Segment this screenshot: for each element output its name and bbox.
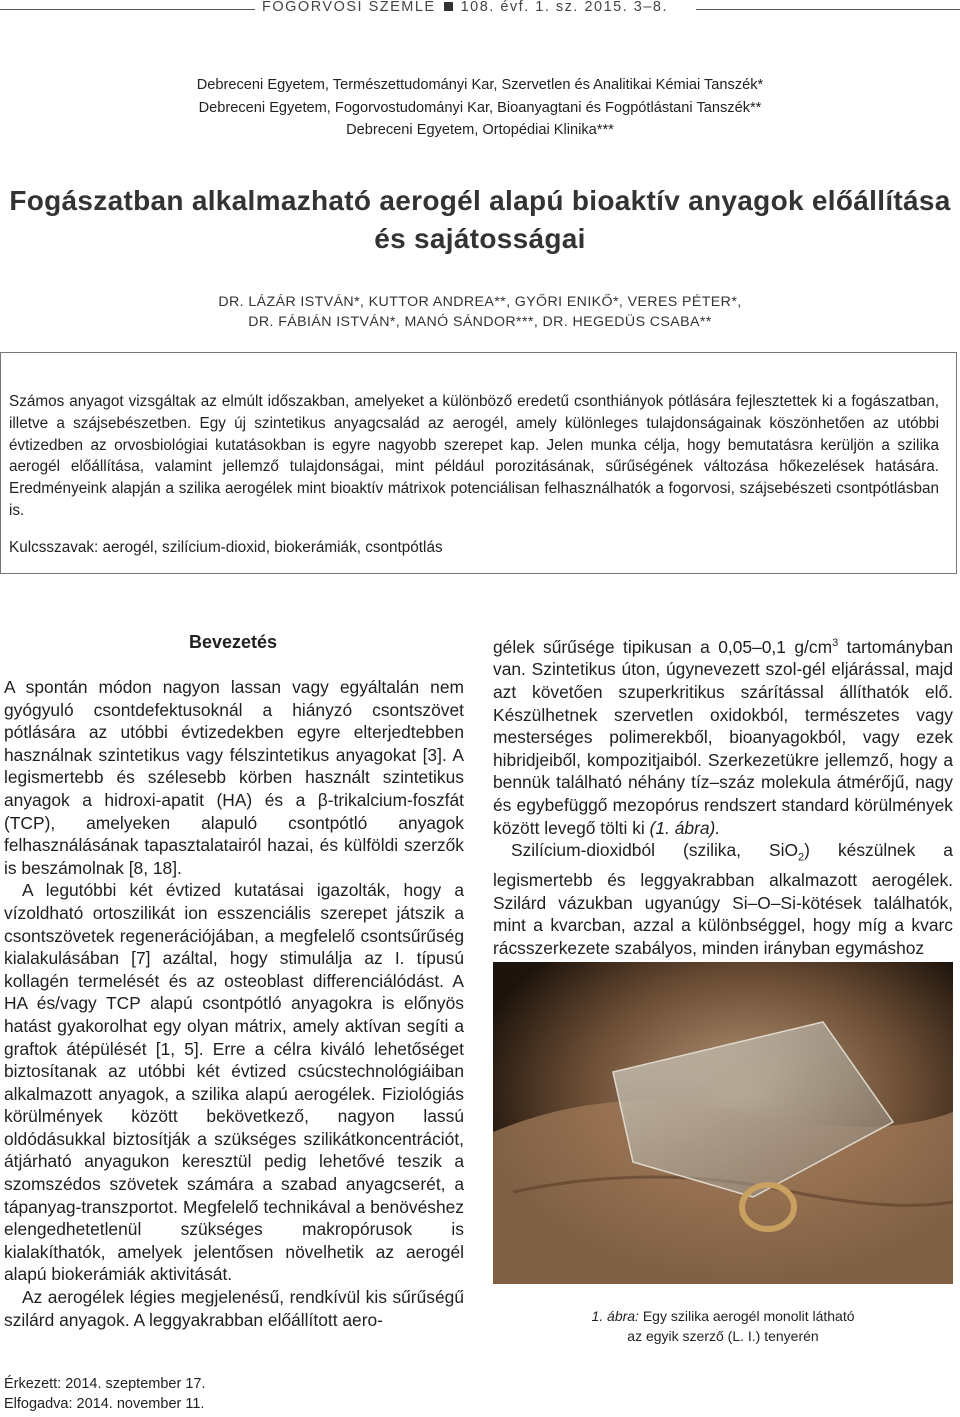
paragraph-silica: [493, 839, 953, 959]
affiliation-1: Debreceni Egyetem, Természettudományi Kar, Szervetlen és Analitikai Kémiai Tanszék*: [196, 77, 764, 93]
caption-line-1: [493, 1306, 953, 1326]
figure-photo: [493, 962, 953, 1284]
aerogel-description: tartományban van. Szintetikus úton, úgynevezett szol-gél eljárással, majd azt követően szuperkritikus szárítással állíthatók elő. Készülhetnek szervetlen oxidokból, természetes vagy mesterséges polimerekből, bioanyagokból, vagy ezek hibridjeiből, kompozitjaiból. Szerkezetükre jellemző, hogy a bennük található néhány tíz–száz molekula átmérőjű, nagy és egybefüggő mezopórus rendszert standard körülmények között levegő tölti ki: [493, 636, 953, 838]
header-rule-right: [696, 9, 960, 10]
right-column: [493, 632, 953, 960]
received-date: Érkezett: 2014. szeptember 17.: [4, 1376, 206, 1392]
running-header: [0, 0, 960, 16]
accepted-date: Elfogadva: 2014. november 11.: [4, 1396, 205, 1412]
paragraph-continued: [493, 632, 953, 839]
silica-text-b: ) készülnek a legismertebb és leggyakrabban alkalmazott aerogélek. Szilárd vázukban ugyanúgy Si–O–Si-kötések találhatók, mint a kvarcban, azzal a különbséggel, hogy míg a kvarc rácsszerkezete szabályos, minden irányban egymáshoz: [493, 840, 953, 958]
paragraph-2: A legutóbbi két évtized kutatásai igazolták, hogy a vízoldható ortoszilikát ion esszenciális szerepet játszik a csontszövetek regenerációjában, a megfelelő csontsűrűség kialakulásában [7] azáltal, hogy stimulálja az I. típusú kollagén termelését és az osteoblast differenciálódást. A HA és/vagy TCP alapú csontpótló anyagokra is előnyös hatást gyakorolhat egy olyan mátrix, amely aktívan segíti a graftok átépülését [1, 5]. Erre a célra kiváló lehetőséget biztosítanak az utóbbi két évtized csúcstechnológiáiban alkalmazott anyagok, a szilika alapú aerogélek. Fiziológiás körülmények között bekövetkező, nagyon lassú oldódásukkal biztosítják a szükséges szilikátkoncentrációt, átjárható anyagukon keresztül pedig lehetővé teszik a szomszédos szövetek számára a szabad anyagcserét, a tápanyag-transzportot. Megfelelő technikával a benövéshez elengedhetetlenül szükséges makropórusok is kialakíthatók, amelyek jelentősen növelhetik az aerogél alapú biokerámiák aktivitását.: [4, 880, 464, 1285]
density-text: gélek sűrűsége tipikusan a 0,05–0,1 g/cm: [493, 636, 833, 657]
figure-reference: (1. ábra).: [649, 817, 721, 838]
left-column: [4, 676, 464, 1331]
title-line-2: és sajátosságai: [374, 223, 586, 254]
journal-issue: 108. évf. 1. sz. 2015. 3–8.: [460, 0, 668, 15]
superscript-3: 3: [832, 637, 839, 649]
paragraph-1: A spontán módon nagyon lassan vagy egyáltalán nem gyógyuló csontdefektusoknál a hiányzó csontszövet pótlására az utóbbi évtizedekben egyre elterjedtebben használnak szintetikus vagy félszintetikus anyagokat [3]. A legismertebb és szélesebb körben használt szintetikus anyagok a hidroxi-apatit (HA) és a β-trikalcium-foszfát (TCP), amelyeken alapuló csontpótló anyagok felhasználásának tapasztalatairól hazai, és külföldi szerzők is beszámolnak [8, 18].: [4, 677, 464, 878]
title-line-1: Fogászatban alkalmazható aerogél alapú bioaktív anyagok előállítása: [9, 185, 951, 216]
header-text: [262, 0, 668, 15]
caption-line-2: az egyik szerző (L. I.) tenyerén: [627, 1328, 819, 1344]
author-list: [0, 292, 960, 332]
journal-name: FOGORVOSI SZEMLE: [262, 0, 436, 15]
keywords: Kulcsszavak: aerogél, szilícium-dioxid, biokerámiák, csontpótlás: [9, 539, 443, 556]
abstract-text: Számos anyagot vizsgáltak az elmúlt időszakban, amelyeket a különböző eredetű csonthiányok pótlására fejlesztettek ki a fogászatban, illetve a szájsebészetben. Egy új szintetikus anyagcsalád az aerogél, amely különleges tulajdonságainak köszönhetően az utóbbi évtizedben az orvosbiológiai kutatásokban is egyre nagyobb szerepet kap. Jelen munka célja, hogy bemutatásra kerüljön a szilika aerogél előállítása, valamint jellemző tulajdonságai, mint például porozitásának, sűrűségének változása hőkezelések hatására. Eredményeink alapján a szilika aerogélek mint bioaktív mátrixok potenciálisan felhasználhatók a fogorvosi, szájsebészeti csontpótlásban is.: [9, 393, 939, 519]
affiliation-2: Debreceni Egyetem, Fogorvostudományi Kar, Bioanyagtani és Fogpótlástani Tanszék**: [198, 100, 762, 116]
caption-text-1: Egy szilika aerogél monolit látható: [638, 1308, 855, 1324]
silica-text-a: Szilícium-dioxidból (szilika, SiO: [511, 840, 799, 861]
submission-dates: [4, 1374, 206, 1414]
subscript-2: 2: [798, 851, 805, 864]
affiliation-3: Debreceni Egyetem, Ortopédiai Klinika***: [346, 122, 614, 138]
header-rule-left: [0, 9, 255, 10]
paragraph-3: Az aerogélek légies megjelenésű, rendkívül kis sűrűségű szilárd anyagok. A leggyakrabban előállított aero-: [4, 1287, 464, 1330]
caption-label: 1. ábra:: [591, 1308, 639, 1324]
article-title: [0, 182, 960, 258]
authors-line-1: DR. LÁZÁR ISTVÁN*, KUTTOR ANDREA**, GYŐRI ENIKŐ*, VERES PÉTER*,: [218, 294, 742, 310]
figure-caption: [493, 1306, 953, 1346]
authors-line-2: DR. FÁBIÁN ISTVÁN*, MANÓ SÁNDOR***, DR. HEGEDÜS CSABA**: [248, 314, 712, 330]
aerogel-on-hand-illustration: [493, 962, 953, 1284]
section-heading: Bevezetés: [188, 632, 278, 652]
square-bullet-icon: [444, 2, 453, 11]
